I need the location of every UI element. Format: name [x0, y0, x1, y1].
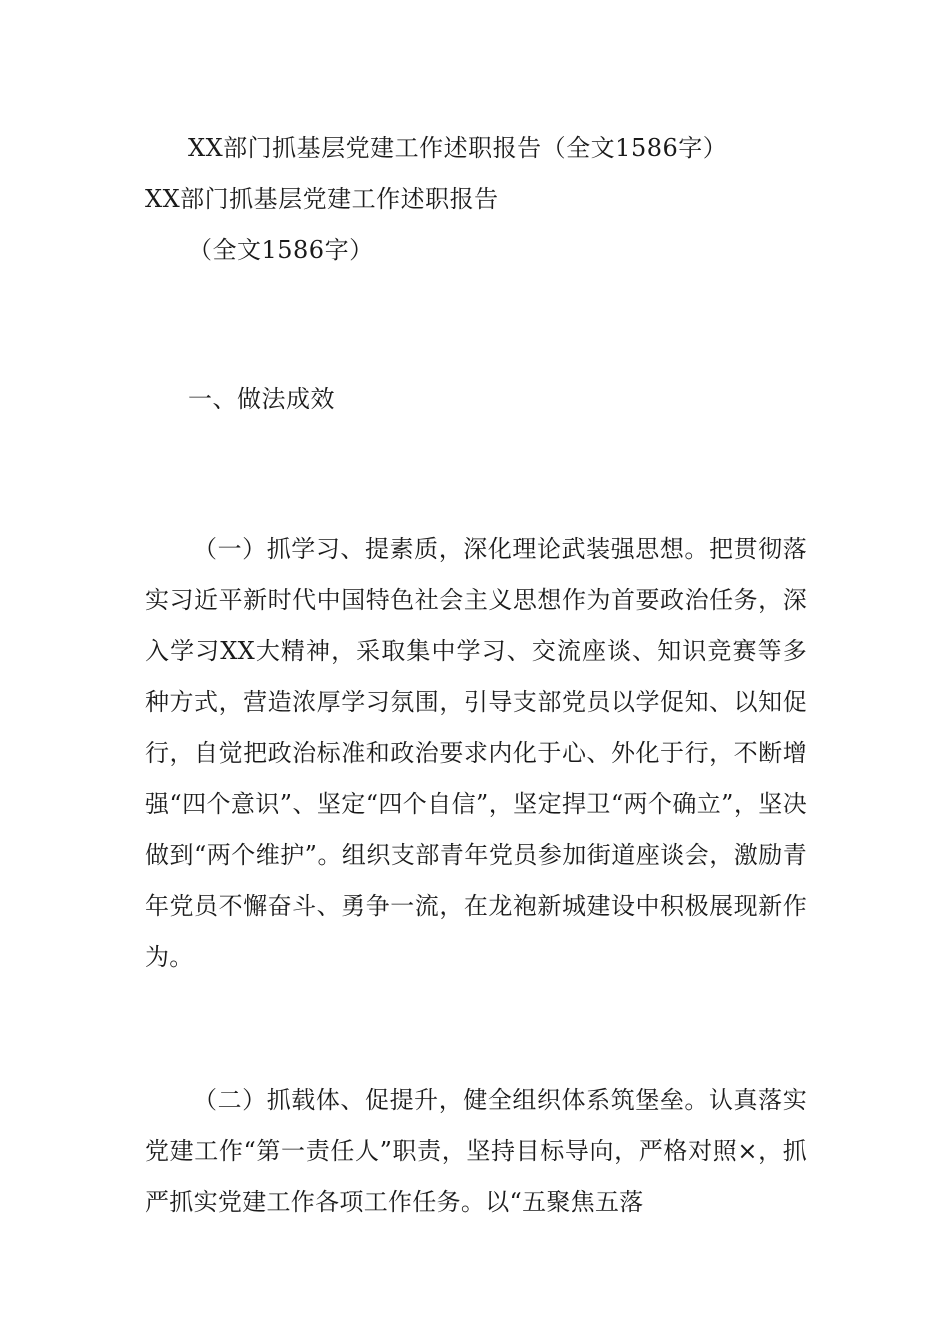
section-heading: 一、做法成效 — [188, 385, 335, 413]
document-subtitle: XX部门抓基层党建工作述职报告 — [145, 185, 499, 213]
paragraph-1: （一）抓学习、提素质，深化理论武装强思想。把贯彻落实习近平新时代中国特色社会主义思想作为首要政治任务，深入学习XX大精神，采取集中学习、交流座谈、知识竞赛等多种方式，营造浓厚学习氛围，引导支部党员以学促知、以知促行，自觉把政治标准和政治要求内化于心、外化于行，不断增强“四个意识”、坚定“四个自信”，坚定捍卫“两个确立”，坚决做到“两个维护”。组织支部青年党员参加街道座谈会，激励青年党员不懈奋斗、勇争一流，在龙袍新城建设中积极展现新作为。 — [145, 535, 807, 971]
document-title: XX部门抓基层党建工作述职报告（全文1586字） — [188, 134, 728, 162]
word-count-note: （全文1586字） — [188, 236, 374, 264]
paragraph-2: （二）抓载体、促提升，健全组织体系筑堡垒。认真落实党建工作“第一责任人”职责，坚持目标导向，严格对照×，抓严抓实党建工作各项工作任务。以“五聚焦五落 — [145, 1086, 807, 1216]
